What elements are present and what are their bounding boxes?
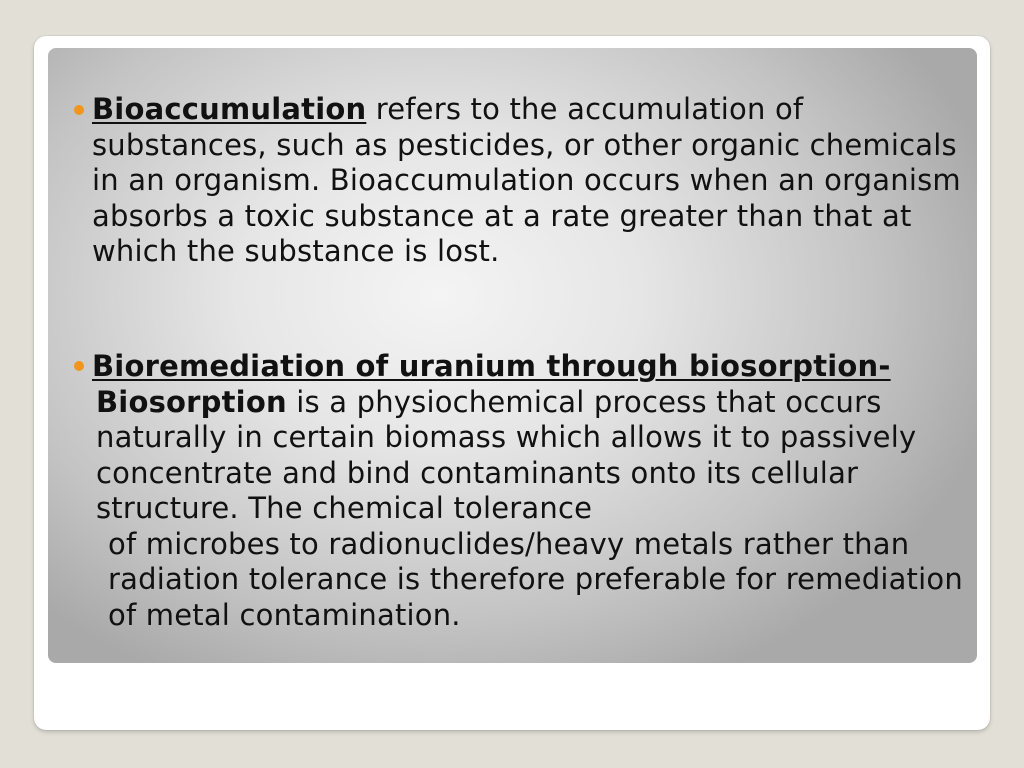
bullet-bioremediation	[92, 349, 967, 633]
bioremediation-heading-paragraph	[92, 349, 967, 385]
tolerance-paragraph	[92, 527, 967, 634]
bioaccumulation-term: Bioaccumulation	[92, 92, 367, 126]
bullet-dot-icon	[74, 105, 84, 115]
bullet-dot-icon	[74, 361, 84, 371]
content-panel	[48, 48, 977, 663]
bioaccumulation-paragraph	[92, 92, 967, 270]
tolerance-text: of microbes to radionuclides/heavy metals rather than radiation tolerance is therefore preferable for remediation of metal contamination.	[108, 526, 963, 632]
bullet-bioaccumulation	[92, 92, 967, 270]
biosorption-definition: is a physiochemical process that occurs naturally in certain biomass which allows it to passively concentrate and bind contaminants onto its cellular structure. The chemical tolerance	[96, 384, 917, 525]
bioremediation-heading: Bioremediation of uranium through biosorption-	[92, 349, 891, 383]
biosorption-term: Biosorption	[96, 384, 287, 419]
bioaccumulation-definition: refers to the accumulation of substances, such as pesticides, or other organic chemicals in an organism. Bioaccumulation occurs when an organism absorbs a toxic substance at a rate greater than that at which the substance is lost.	[92, 92, 961, 268]
biosorption-paragraph	[92, 385, 967, 527]
